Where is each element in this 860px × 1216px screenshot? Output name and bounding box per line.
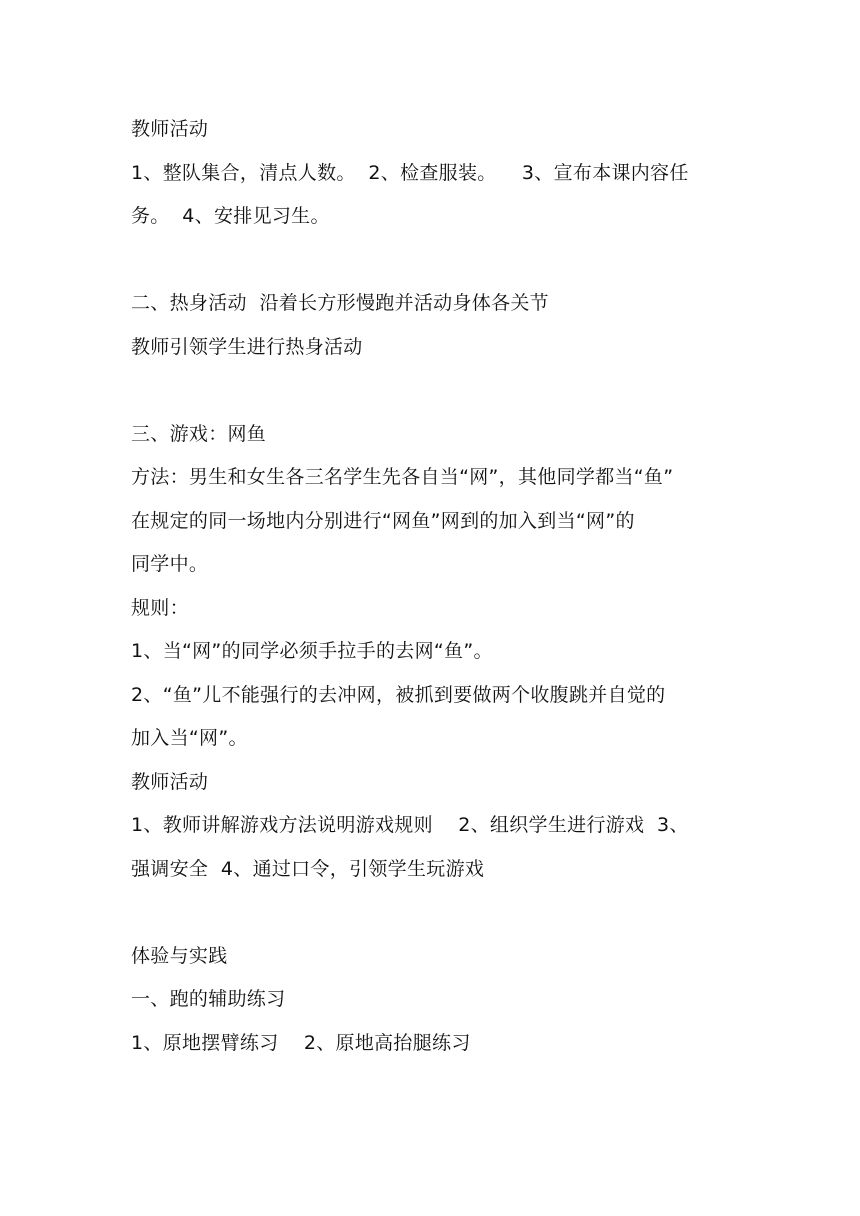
blank-line — [131, 369, 741, 413]
text-line: 强调安全 4、通过口令，引领学生玩游戏 — [131, 857, 485, 880]
text-line: 务。 4、安排见习生。 — [131, 205, 330, 227]
text-line: 教师活动 — [131, 118, 209, 140]
document-body — [131, 108, 741, 1065]
text-line: 方法：男生和女生各三名学生先各自当“网”，其他同学都当“鱼” — [131, 466, 674, 488]
subsection-heading: 一、跑的辅助练习 — [131, 988, 286, 1010]
text-line: 2、“鱼”儿不能强行的去冲网，被抓到要做两个收腹跳并自觉的 — [131, 683, 666, 706]
text-line: 加入当“网”。 — [131, 727, 248, 749]
teacher-activity-label: 教师活动 — [131, 770, 209, 793]
text-line: 1、整队集合，清点人数。 2、检查服装。 3、宣布本课内容任 — [131, 161, 689, 184]
text-line: 1、当“网”的同学必须手拉手的去网“鱼”。 — [131, 640, 493, 662]
blank-line — [131, 891, 741, 935]
section-heading-practice: 体验与实践 — [131, 944, 228, 967]
rules-label: 规则： — [131, 596, 189, 619]
section-heading-game: 三、游戏：网鱼 — [131, 422, 267, 445]
text-line: 在规定的同一场地内分别进行“网鱼”网到的加入到当“网”的 — [131, 509, 635, 532]
text-line: 1、原地摆臂练习 2、原地高抬腿练习 — [131, 1031, 471, 1054]
text-line: 同学中。 — [131, 553, 209, 575]
section-heading-warmup: 二、热身活动 沿着长方形慢跑并活动身体各关节 — [131, 292, 549, 314]
text-line: 教师引领学生进行热身活动 — [131, 335, 363, 358]
blank-line — [131, 239, 741, 283]
text-line: 1、教师讲解游戏方法说明游戏规则 2、组织学生进行游戏 3、 — [131, 814, 689, 836]
